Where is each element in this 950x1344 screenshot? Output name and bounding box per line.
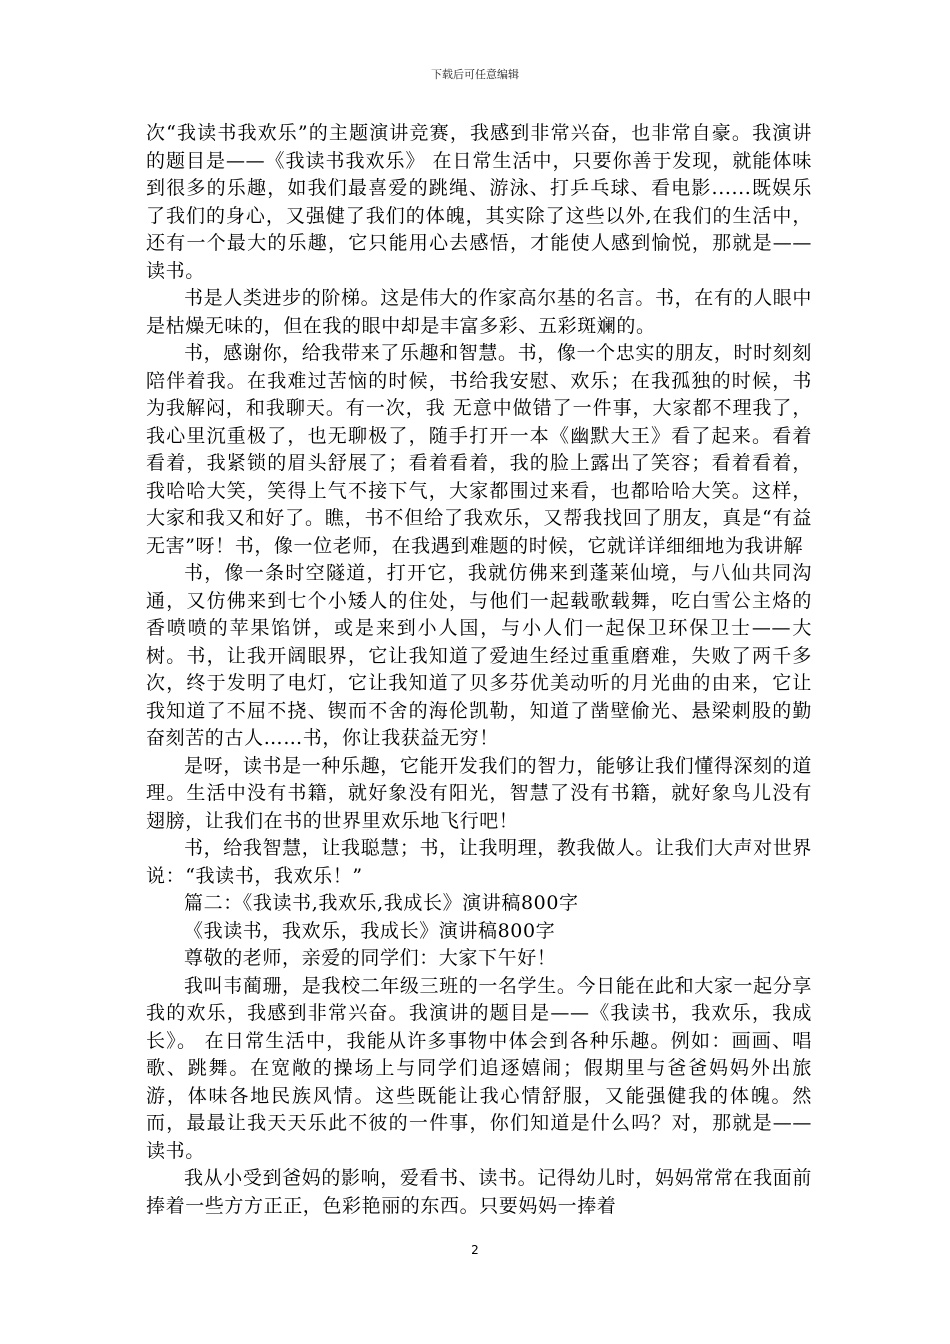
page-number: 2 [471,1243,479,1257]
paragraph: 我从小受到爸妈的影响，爱看书、读书。记得幼儿时，妈妈常常在我面前捧着一些方方正正，色彩艳丽的东西。只要妈妈一捧着 [146,1167,812,1217]
paragraph: 书，感谢你，给我带来了乐趣和智慧。书，像一个忠实的朋友，时时刻刻陪伴着我。在我难过苦恼的时候，书给我安慰、欢乐；在我孤独的时候，书为我解闷，和我聊天。有一次，我 无意中做错了一件事，大家都不理我了，我心里沉重极了，也无聊极了，随手打开一本《幽默大王》看了起来。看着看着，我紧锁的眉头舒展了；看着看着，我的脸上露出了笑容；看着看着，我哈哈大笑，笑得上气不接下气，大家都围过来看，也都哈哈大笑。这样，大家和我又和好了。瞧，书不但给了我欢乐，又帮我找回了朋友，真是“有益无害”呀！书，像一位老师，在我遇到难题的时候，它就详详细细地为我讲解 [146,342,812,557]
page-header: 下载后可任意编辑 [431,68,519,81]
paragraph: 书，给我智慧，让我聪慧；书，让我明理，教我做人。让我们大声对世界说：“我读书，我欢乐！” [146,837,812,887]
paragraph: 我叫韦蔺珊，是我校二年级三班的一名学生。今日能在此和大家一起分享我的欢乐，我感到非常兴奋。我演讲的题目是——《我读书，我欢乐，我成长》。 在日常生活中，我能从许多事物中体会到各种乐趣。例如：画画、唱歌、跳舞。在宽敞的操场上与同学们追逐嬉闹；假期里与爸爸妈妈外出旅游，体味各地民族风情。这些既能让我心情舒服，又能强健我的体魄。然而，最最让我天天乐此不彼的一件事，你们知道是什么吗？对，那就是——读书。 [146,974,812,1162]
paragraph: 书是人类进步的阶梯。这是伟大的作家高尔基的名言。书，在有的人眼中是枯燥无味的，但在我的眼中却是丰富多彩、五彩斑斓的。 [146,287,812,337]
paragraph: 次“我读书我欢乐”的主题演讲竞赛，我感到非常兴奋，也非常自豪。我演讲的题目是——《我读书我欢乐》 在日常生活中，只要你善于发现，就能体味到很多的乐趣，如我们最喜爱的跳绳、游泳、打乒乓球、看电影......既娱乐了我们的身心，又强健了我们的体魄，其实除了这些以外,在我们的生活中，还有一个最大的乐趣，它只能用心去感悟，才能使人感到愉悦，那就是——读书。 [146,122,812,282]
paragraph: 是呀，读书是一种乐趣，它能开发我们的智力，能够让我们懂得深刻的道理。生活中没有书籍，就好象没有阳光，智慧了没有书籍，就好象鸟儿没有翅膀，让我们在书的世界里欢乐地飞行吧！ [146,754,812,832]
greeting: 尊敬的老师，亲爱的同学们：大家下午好！ [184,947,557,969]
speech-title: 《我读书，我欢乐，我成长》演讲稿800字 [184,919,556,942]
document-body [146,120,812,1220]
section-heading: 篇二：《我读书,我欢乐,我成长》演讲稿800字 [184,892,579,914]
paragraph: 书，像一条时空隧道，打开它，我就仿佛来到蓬莱仙境，与八仙共同沟通，又仿佛来到七个小矮人的住处，与他们一起载歌载舞，吃白雪公主烙的香喷喷的苹果馅饼，或是来到小人国，与小人们一起保卫环保卫士——大树。书，让我开阔眼界，它让我知道了爱迪生经过重重磨难，失败了两千多次，终于发明了电灯，它让我知道了贝多芬优美动听的月光曲的由来，它让我知道了不屈不挠、锲而不舍的海伦凯勒，知道了凿壁偷光、悬梁刺股的勤奋刻苦的古人……书，你让我获益无穷！ [146,562,812,749]
